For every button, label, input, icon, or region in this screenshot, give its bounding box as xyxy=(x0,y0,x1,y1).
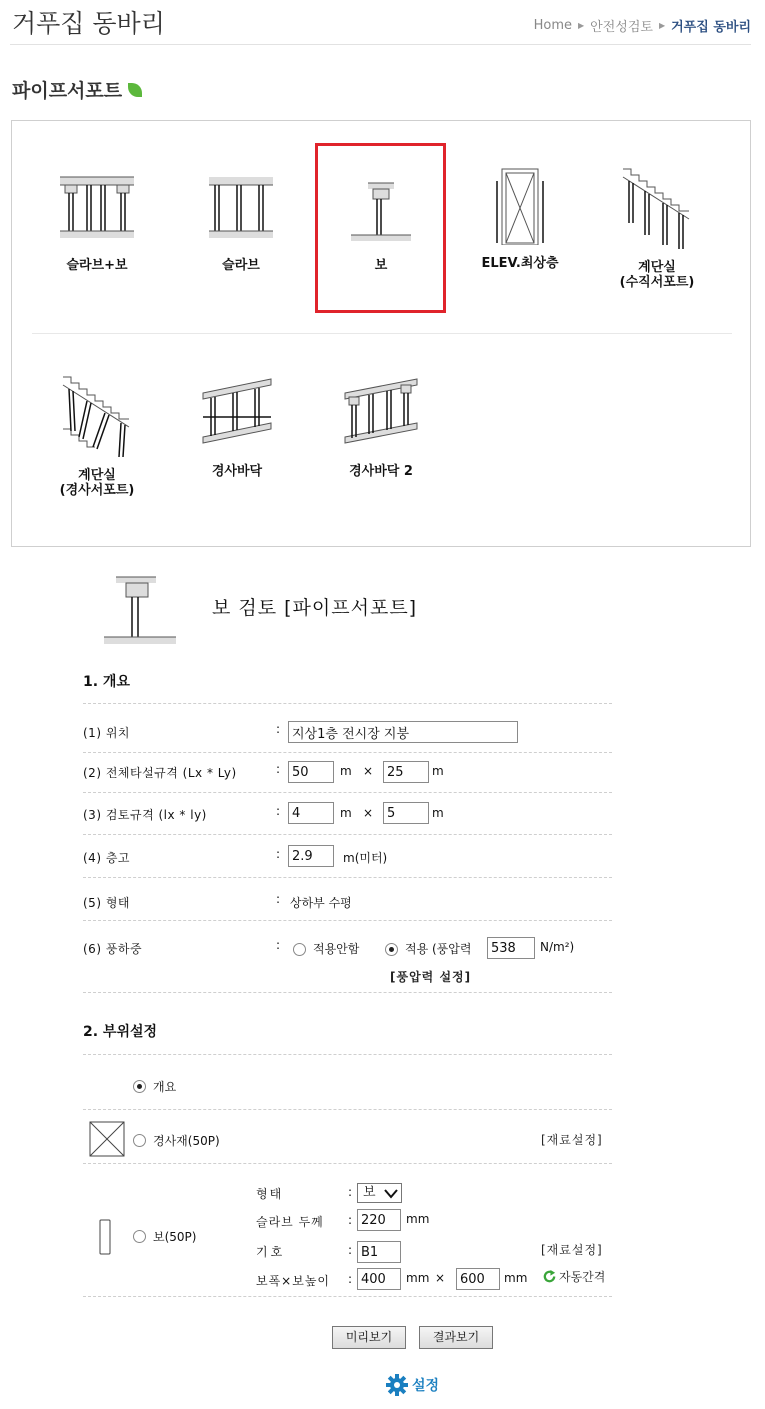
stair-inclined-support-icon xyxy=(57,373,137,458)
overview-heading: 1. 개요 xyxy=(83,674,130,690)
review-ly-input[interactable] xyxy=(383,802,429,824)
wind-pressure-unit: N/m²) xyxy=(540,940,575,954)
review-title: 보 검토 [파이프서포트] xyxy=(212,597,418,619)
type-label: 경사바닥 xyxy=(211,464,263,479)
total-ly-input[interactable] xyxy=(383,761,429,783)
times-sign: × xyxy=(435,1271,446,1285)
times-sign: × xyxy=(363,764,374,778)
breadcrumb-home[interactable]: Home xyxy=(533,18,573,33)
unit-mm: mm xyxy=(406,1271,430,1285)
form-select[interactable] xyxy=(357,1183,402,1203)
support-type-panel xyxy=(11,120,751,547)
sloped-floor-icon xyxy=(197,375,277,450)
symbol-input[interactable] xyxy=(357,1241,401,1263)
page-title: 거푸집 동바리 xyxy=(12,9,165,38)
colon: : xyxy=(276,804,281,818)
type-label: ELEV.최상층 xyxy=(481,256,559,271)
form-select-value: 보 xyxy=(363,1185,376,1200)
breadcrumb-safety-review[interactable]: 안전성검토 xyxy=(590,20,653,35)
preview-button[interactable]: 미리보기 xyxy=(332,1326,406,1349)
beam-width-input[interactable] xyxy=(357,1268,401,1290)
type-slab-beam[interactable] xyxy=(32,169,162,273)
divider xyxy=(83,1296,612,1297)
unit-mm: mm xyxy=(504,1271,528,1285)
settings-label: 설정 xyxy=(412,1378,440,1394)
floor-height-unit: m(미터) xyxy=(343,851,388,865)
beam-icon xyxy=(341,169,421,244)
location-input[interactable] xyxy=(288,721,518,743)
type-stair-inclined-support[interactable] xyxy=(32,373,162,498)
section-title-text: 파이프서포트 xyxy=(12,80,123,102)
slab-icon xyxy=(201,169,281,244)
type-slab[interactable] xyxy=(176,169,306,273)
beam-review-icon xyxy=(102,573,180,647)
type-label: 계단실 (경사서포트) xyxy=(59,468,135,498)
slab-thickness-input[interactable] xyxy=(357,1209,401,1231)
header-divider xyxy=(10,44,751,45)
divider xyxy=(83,877,612,878)
type-label: 슬라브+보 xyxy=(66,258,128,273)
type-sloped-floor-2[interactable] xyxy=(316,375,446,479)
beam-height-input[interactable] xyxy=(456,1268,500,1290)
wind-pressure-input[interactable] xyxy=(487,937,535,959)
divider xyxy=(83,752,612,753)
location-label: (1) 위치 xyxy=(83,726,130,740)
beam-part-icon xyxy=(99,1219,111,1255)
unit-m: m xyxy=(340,806,352,820)
stair-vertical-support-icon xyxy=(617,165,697,250)
divider xyxy=(83,792,612,793)
total-lx-input[interactable] xyxy=(288,761,334,783)
total-size-label: (2) 전체타설규격 (Lx * Ly) xyxy=(83,766,237,780)
breadcrumb xyxy=(534,16,751,35)
slab-beam-icon xyxy=(57,169,137,244)
shape-label: (5) 형태 xyxy=(83,896,130,910)
colon: : xyxy=(348,1243,353,1257)
floor-height-label: (4) 층고 xyxy=(83,851,130,865)
beam-part-radio[interactable] xyxy=(133,1230,146,1243)
wind-pressure-setting-link[interactable]: [풍압력 설정] xyxy=(390,970,472,984)
result-button[interactable]: 결과보기 xyxy=(419,1326,493,1349)
unit-m: m xyxy=(432,806,444,820)
sloped-floor-2-icon xyxy=(341,375,421,450)
settings-button[interactable] xyxy=(385,1373,439,1397)
chevron-down-icon xyxy=(384,1187,398,1199)
divider xyxy=(83,1054,612,1055)
elevator-top-floor-icon xyxy=(480,165,560,245)
divider xyxy=(83,834,612,835)
type-elevator-top-floor[interactable] xyxy=(455,165,585,271)
type-label: 경사바닥 2 xyxy=(349,464,413,479)
beam-material-setting-link[interactable]: [재료설정] xyxy=(541,1243,603,1257)
shape-value: 상하부 수평 xyxy=(290,896,352,910)
wind-load-not-applied-radio[interactable] xyxy=(293,943,306,956)
beam-part-label: 보(50P) xyxy=(153,1230,197,1244)
colon: : xyxy=(276,722,281,736)
review-lx-input[interactable] xyxy=(288,802,334,824)
auto-spacing-label: 자동간격 xyxy=(559,1270,606,1284)
divider xyxy=(83,1163,612,1164)
colon: : xyxy=(276,938,281,952)
breadcrumb-separator-icon: ▶ xyxy=(578,21,585,30)
type-label: 슬라브 xyxy=(222,258,260,273)
section-title xyxy=(12,76,142,103)
brace-icon xyxy=(89,1121,125,1157)
colon: : xyxy=(276,847,281,861)
review-size-label: (3) 검토규격 (lx * ly) xyxy=(83,808,207,822)
wind-load-applied-radio[interactable] xyxy=(385,943,398,956)
auto-spacing-button[interactable] xyxy=(542,1268,605,1285)
brace-label: 경사재(50P) xyxy=(153,1134,220,1148)
unit-mm: mm xyxy=(406,1212,430,1226)
wind-load-not-applied-label: 적용안함 xyxy=(313,942,360,956)
wind-load-applied-label: 적용 (풍압력 xyxy=(405,942,472,956)
colon: : xyxy=(348,1272,353,1286)
brace-material-setting-link[interactable]: [재료설정] xyxy=(541,1133,603,1147)
type-label: 계단실 (수직서포트) xyxy=(619,260,695,290)
part-overview-radio[interactable] xyxy=(133,1080,146,1093)
gear-icon xyxy=(385,1373,409,1397)
breadcrumb-current[interactable]: 거푸집 동바리 xyxy=(671,20,751,35)
divider xyxy=(83,1109,612,1110)
part-overview-label: 개요 xyxy=(153,1080,177,1094)
part-setting-heading: 2. 부위설정 xyxy=(83,1024,158,1040)
divider xyxy=(83,992,612,993)
times-sign: × xyxy=(363,806,374,820)
colon: : xyxy=(348,1185,353,1199)
leaf-icon xyxy=(128,83,142,97)
type-label: 보 xyxy=(374,258,388,273)
type-sloped-floor[interactable] xyxy=(172,375,302,479)
type-stair-vertical-support[interactable] xyxy=(592,165,722,290)
colon: : xyxy=(348,1213,353,1227)
breadcrumb-separator-icon: ▶ xyxy=(658,21,666,30)
colon: : xyxy=(276,892,281,906)
divider xyxy=(83,703,612,704)
colon: : xyxy=(276,762,281,776)
slab-thickness-label: 슬라브 두께 xyxy=(256,1215,324,1229)
beam-size-label: 보폭×보높이 xyxy=(256,1274,331,1288)
refresh-icon xyxy=(542,1269,557,1284)
wind-load-label: (6) 풍하중 xyxy=(83,942,143,956)
form-label: 형태 xyxy=(256,1187,284,1201)
brace-radio[interactable] xyxy=(133,1134,146,1147)
floor-height-input[interactable] xyxy=(288,845,334,867)
type-panel-divider xyxy=(32,333,732,334)
unit-m: m xyxy=(432,764,444,778)
symbol-label: 기호 xyxy=(256,1245,286,1259)
divider xyxy=(83,920,612,921)
type-beam[interactable] xyxy=(316,169,446,273)
unit-m: m xyxy=(340,764,352,778)
